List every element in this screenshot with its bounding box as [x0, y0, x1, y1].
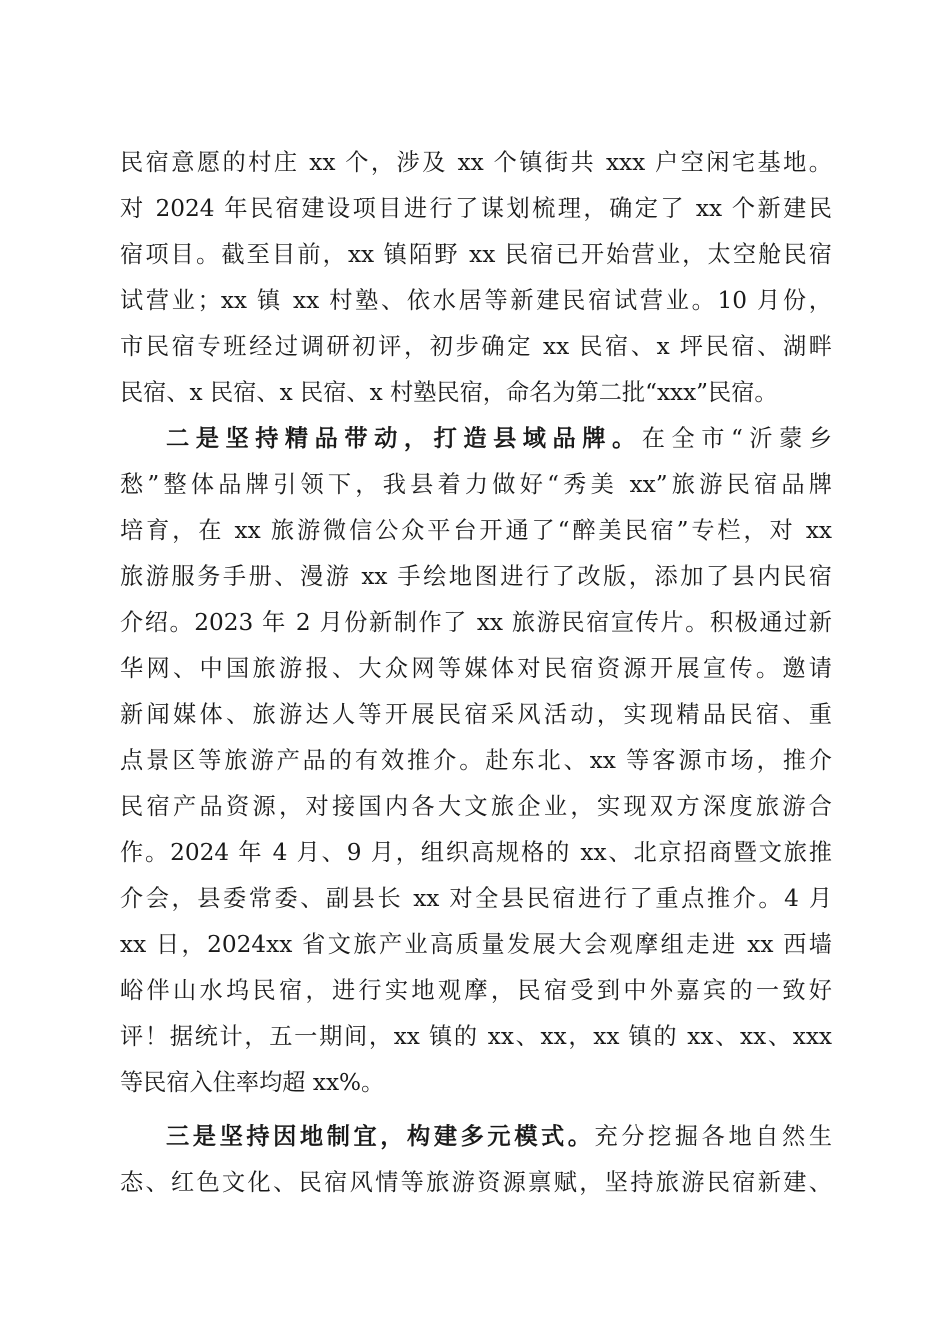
paragraph-line: 作。2024 年 4 月、9 月，组织高规格的 xx、北京招商暨文旅推 — [120, 839, 832, 866]
paragraph-text: 充分挖掘各地自然生 — [594, 1123, 833, 1150]
paragraph-line: 宿项目。截至目前，xx 镇陌野 xx 民宿已开始营业，太空舱民宿 — [120, 241, 832, 268]
paragraph-line: 对 2024 年民宿建设项目进行了谋划梳理，确定了 xx 个新建民 — [120, 195, 832, 222]
paragraph-line: 介绍。2023 年 2 月份新制作了 xx 旅游民宿宣传片。积极通过新 — [120, 609, 832, 636]
paragraph-line: 评！据统计，五一期间，xx 镇的 xx、xx，xx 镇的 xx、xx、xxx — [120, 1023, 832, 1050]
paragraph-line: 民宿意愿的村庄 xx 个，涉及 xx 个镇街共 xxx 户空闲宅基地。 — [120, 149, 832, 176]
paragraph-first-line — [166, 1117, 832, 1157]
paragraph-line: 市民宿专班经过调研初评，初步确定 xx 民宿、x 坪民宿、湖畔 — [120, 333, 832, 360]
paragraph-line: 态、红色文化、民宿风情等旅游资源禀赋，坚持旅游民宿新建、 — [120, 1169, 832, 1196]
paragraph-line: 峪伴山水坞民宿，进行实地观摩，民宿受到中外嘉宾的一致好 — [120, 977, 832, 1004]
paragraph-line: 旅游服务手册、漫游 xx 手绘地图进行了改版，添加了县内民宿 — [120, 563, 832, 590]
paragraph-heading: 二是坚持精品带动，打造县域品牌。 — [166, 425, 642, 452]
paragraph-line: 新闻媒体、旅游达人等开展民宿采风活动，实现精品民宿、重 — [120, 701, 832, 728]
paragraph-line: xx 日，2024xx 省文旅产业高质量发展大会观摩组走进 xx 西墙 — [120, 931, 832, 958]
paragraph-line: 民宿产品资源，对接国内各大文旅企业，实现双方深度旅游合 — [120, 793, 832, 820]
paragraph-line: 介会，县委常委、副县长 xx 对全县民宿进行了重点推介。4 月 — [120, 885, 832, 912]
paragraph-line: 试营业；xx 镇 xx 村塾、依水居等新建民宿试营业。10 月份， — [120, 287, 832, 314]
paragraph-text: 在全市“沂蒙乡 — [641, 425, 833, 452]
paragraph-first-line — [166, 419, 832, 459]
paragraph-line: 培育，在 xx 旅游微信公众平台开通了“醉美民宿”专栏，对 xx — [120, 517, 832, 544]
paragraph-heading: 三是坚持因地制宜，构建多元模式。 — [166, 1123, 595, 1150]
paragraph-line: 愁”整体品牌引领下，我县着力做好“秀美 xx”旅游民宿品牌 — [120, 471, 832, 498]
paragraph-line: 华网、中国旅游报、大众网等媒体对民宿资源开展宣传。邀请 — [120, 655, 832, 682]
paragraph-line: 点景区等旅游产品的有效推介。赴东北、xx 等客源市场，推介 — [120, 747, 832, 774]
paragraph-line: 民宿、x 民宿、x 民宿、x 村塾民宿，命名为第二批“xxx”民宿。 — [120, 379, 778, 406]
paragraph-line: 等民宿入住率均超 xx%。 — [120, 1069, 385, 1096]
